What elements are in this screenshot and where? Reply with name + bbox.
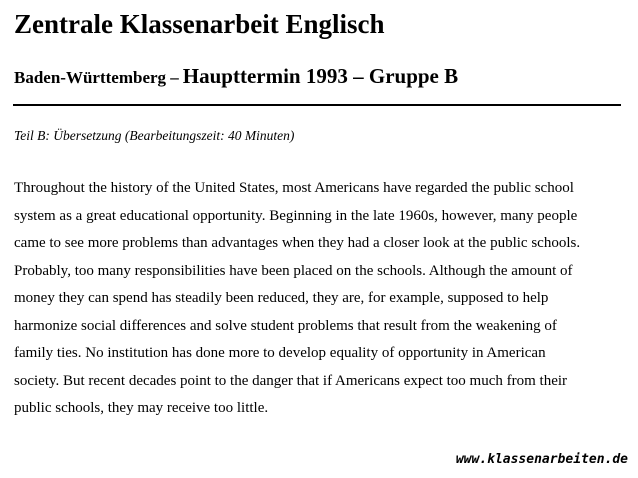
- passage-text: [14, 175, 624, 423]
- header-divider: [13, 104, 621, 106]
- passage-line: came to see more problems than advantages when they had a closer look at the public schools.: [14, 235, 581, 251]
- passage-line: Probably, too many responsibilities have been placed on the schools. Although the amount of: [14, 262, 573, 279]
- page-title: Zentrale Klassenarbeit Englisch: [14, 9, 385, 39]
- subtitle-exam: Haupttermin 1993 – Gruppe B: [182, 64, 459, 88]
- passage-line: harmonize social differences and solve student problems that result from the weakening of: [14, 317, 557, 334]
- passage-line: public schools, they may receive too little.: [14, 400, 269, 416]
- passage-line: money they can spend has steadily been reduced, they are, for example, supposed to help: [14, 290, 549, 306]
- passage-line: Throughout the history of the United States, most Americans have regarded the public school: [14, 180, 574, 196]
- website-link[interactable]: www.klassenarbeiten.de: [455, 452, 628, 467]
- passage-line: society. But recent decades point to the danger that if Americans expect too much from their: [14, 372, 568, 389]
- passage-line: system as a great educational opportunity. Beginning in the late 1960s, however, many people: [14, 207, 578, 224]
- task-label: Teil B: Übersetzung (Bearbeitungszeit: 40 Minuten): [14, 128, 295, 143]
- page-subtitle: [14, 64, 458, 89]
- subtitle-region: Baden-Württemberg –: [14, 68, 179, 87]
- passage-line: family ties. No institution has done more to develop equality of opportunity in American: [14, 345, 546, 361]
